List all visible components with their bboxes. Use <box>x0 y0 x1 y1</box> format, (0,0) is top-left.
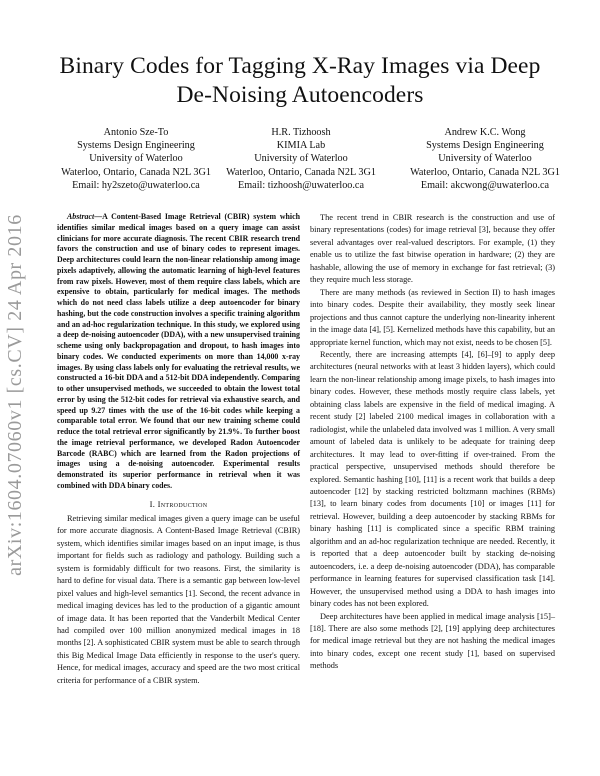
body-paragraph: The recent trend in CBIR research is the construction and use of binary representations (codes) for image retrieval [3], because they offer several advantages over real-valued descriptors. For example, (1) they enable us to utilize the fast bitwise operation in hardware; (2) they are hashable, allowing the use of memory in exchange for fast retrieval; (3) they require much less storage. <box>310 213 555 285</box>
right-column <box>310 212 555 673</box>
body-paragraph: Recently, there are increasing attempts [4], [6]–[9] to apply deep architectures (neural networks with at least 3 hidden layers), which could learn the non-linear relationship among image pixels, to hash images into binary codes. However, these methods mostly require class labels, yet obtaining class labels are expensive in the field of medical imaging. A recent study [2] labeled 2100 medical images in collaboration with a radiologist, while the unlabeled data involved was 1 million. A very small amount of labeled data is unlikely to be adequate for training deep architectures. It may lead to over-fitting if over-trained. From the practical perspective, unsupervised methods should therefore be explored. Semantic hashing [10], [11] is a recent work that builds a deep autoencoder [12] by stacking restricted boltzmann machines (RBMs) [13], to learn binary codes from documents [10] or images [11] for retrieval. However, building a deep autoencoder by stacking RBMs for binary hashing [11] is complicated since a specific RBM training algorithm and an ad-hoc regularization technique are needed. Recently, it is reported that a deep autoencoder built by stacking de-noising autoencoders, i.e. a deep de-noising autoencoder (DDA), has comparable performance in learning features for supervised classification task [14]. However, the unsupervised method using a DDA to hash images into binary codes has not been explored. <box>310 349 555 609</box>
section-heading: I. Introduction <box>149 498 208 509</box>
abstract-label: Abstract <box>67 212 95 221</box>
left-column <box>57 212 300 687</box>
abstract-text: —A Content-Based Image Retrieval (CBIR) system which identifies similar medical images based on a query image can assist clinicians for more accurate diagnosis. The recent CBIR research trend favors the construction and use of binary codes to represent images. Deep architectures could learn the non-linear relationship among image pixels adaptively, allowing the automatic learning of high-level features from raw pixels. However, most of them require class labels, which are expensive to obtain, particularly for medical images. The methods which do not need class labels utilize a deep autoencoder for binary hashing, but the code construction involves a specific training algorithm and an ad-hoc regularization technique. In this study, we explored using a deep de-noising autoencoder (DDA), with a new unsupervised training scheme using only backpropagation and dropout, to hash images into binary codes. We conducted experiments on more than 14,000 x-ray images. By using class labels only for evaluating the retrieval results, we constructed a 16-bit DDA and a 512-bit DDA independently. Comparing to other unsupervised methods, we succeeded to obtain the lowest total error by using the 512-bit codes for retrieval via exhaustive search, and speed up 9.27 times with the use of the 16-bit codes while keeping a comparable total error. We found that our new training scheme could reduce the total retrieval error significantly by 21.9%. To further boost the image retrieval performance, we developed Radon Autoencoder Barcode (RABC) which are learned from the Radon projections of images using a de-noising autoencoder. Experimental results demonstrated its superior performance in retrieval when it was combined with DDA binary codes. <box>57 212 300 490</box>
author-name: H.R. Tizhoosh <box>271 127 331 138</box>
author-affiliation: Systems Design Engineering <box>426 140 544 152</box>
author-email[interactable]: Email: akcwong@uwaterloo.ca <box>420 179 550 191</box>
paper-title: Binary Codes for Tagging X-Ray Images via Deep De-Noising Autoencoders <box>59 53 541 108</box>
abstract <box>57 212 300 492</box>
body-paragraph: There are many methods (as reviewed in Section II) to hash images into binary codes. Despite their availability, they mostly seek linear projections and thus cannot capture the underlying non-linearity inherent in the image data [4], [5]. Kernelized methods have this capability, but an appropriate kernel function, which may not exist, needs to be chosen [5]. <box>310 287 555 347</box>
author-affiliation: University of Waterloo <box>438 153 532 165</box>
author-address: Waterloo, Ontario, Canada N2L 3G1 <box>61 166 211 178</box>
body-paragraph: Retrieving similar medical images given a query image can be useful for more accurate diagnosis. A Content-Based Image Retrieval (CBIR) system, which identifies similar images based on an input image, is thus important for fields such as radiology and pathology. Building such a system is formidably difficult for two reasons. First, the similarity is hard to define for visual data. There is a semantic gap between low-level pixel values and high-level semantics [1]. Second, the recent advance in medical imaging devices has led to the production of a gigantic amount of image data. It has been reported that the Vanderbilt Medical Center had compiled over 100 million anonymized medical images in 18 months [2]. A sophisticated CBIR system must be able to search through this Big Medical Image Data efficiently in response to the user's query. Hence, for medical images, accuracy and speed are the two most critical criteria for performance of a CBIR system. <box>57 513 300 685</box>
author-affiliation: University of Waterloo <box>89 153 183 165</box>
body-paragraph: Deep architectures have been applied in medical image analysis [15]–[18]. There are also some methods [2], [19] applying deep architectures for medical image retrieval but they are not hashing the medical images into binary codes, except one recent study [1], based on supervised methods <box>310 611 555 671</box>
author-block <box>385 126 585 192</box>
author-affiliation: University of Waterloo <box>254 153 348 165</box>
arxiv-identifier-watermark[interactable]: arXiv:1604.07060v1 [cs.CV] 24 Apr 2016 <box>4 214 26 576</box>
author-address: Waterloo, Ontario, Canada N2L 3G1 <box>226 166 376 178</box>
author-block <box>36 126 236 192</box>
author-email[interactable]: Email: tizhoosh@uwaterloo.ca <box>238 179 364 191</box>
author-name: Antonio Sze-To <box>103 127 169 138</box>
author-block <box>210 126 392 192</box>
author-name: Andrew K.C. Wong <box>444 127 526 138</box>
author-email[interactable]: Email: hy2szeto@uwaterloo.ca <box>72 179 200 191</box>
author-affiliation: Systems Design Engineering <box>77 140 195 152</box>
author-address: Waterloo, Ontario, Canada N2L 3G1 <box>410 166 560 178</box>
author-affiliation: KIMIA Lab <box>276 140 326 152</box>
